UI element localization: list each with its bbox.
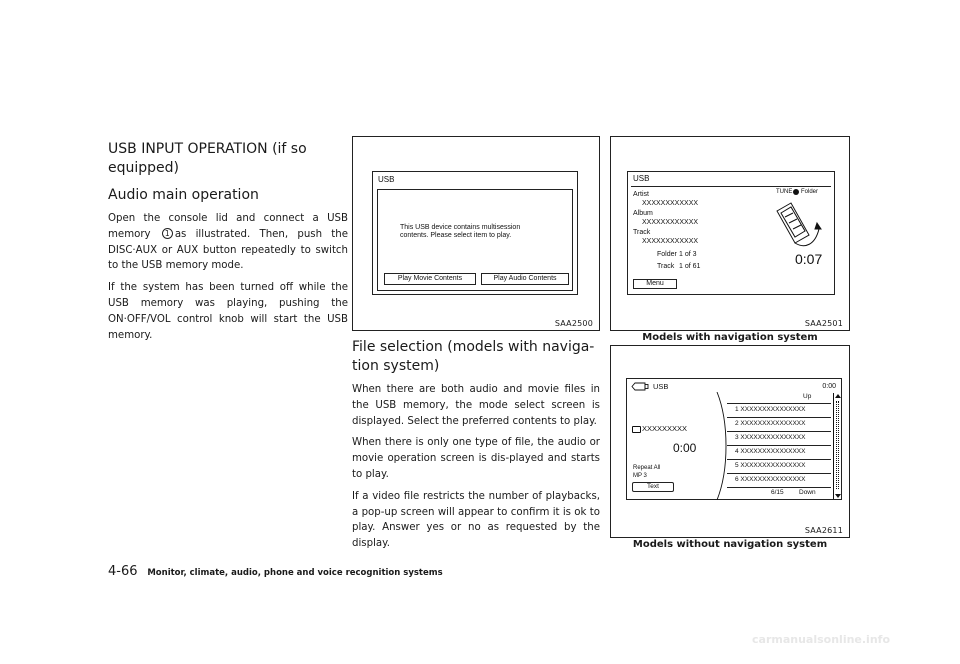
figure-code: SAA2501 bbox=[804, 319, 843, 328]
track-label: Track bbox=[633, 229, 651, 236]
figure-code: SAA2611 bbox=[804, 526, 843, 535]
list-item[interactable]: 5 XXXXXXXXXXXXXXX bbox=[735, 462, 806, 469]
callout-marker: 1 bbox=[162, 228, 173, 239]
page-indicator: 6/15 bbox=[771, 489, 784, 496]
screen-title: USB bbox=[378, 175, 395, 184]
down-button[interactable]: Down bbox=[799, 489, 816, 496]
middle-column bbox=[352, 338, 600, 552]
text-button[interactable]: Text bbox=[632, 482, 674, 492]
paragraph: When there are both audio and movie files in the USB memory, the mode select screen is displayed. Select the preferred contents to play. bbox=[352, 384, 600, 427]
paragraph: When there is only one type of file, the audio or movie operation screen is dis-played and starts to play. bbox=[352, 437, 600, 480]
elapsed-time: 0:07 bbox=[795, 251, 823, 267]
subsection-heading: Audio main operation bbox=[108, 187, 259, 203]
section-heading: USB INPUT OPERATION (if so equipped) bbox=[108, 141, 307, 176]
figure-audio-no-nav bbox=[610, 345, 850, 538]
play-movie-button[interactable]: Play Movie Contents bbox=[384, 273, 476, 285]
folder-row-value: 1 of 3 bbox=[679, 251, 697, 258]
list-item[interactable]: 2 XXXXXXXXXXXXXXX bbox=[735, 420, 806, 427]
figure-mode-select bbox=[352, 136, 600, 331]
figure-caption: Models with navigation system bbox=[642, 332, 818, 343]
paragraph: If a video file restricts the number of playbacks, a pop-up screen will appear to confirm it is ok to play. Answer yes or no as requested by the display. bbox=[352, 490, 600, 550]
screen-audio-no-nav bbox=[626, 378, 842, 500]
folder-row-label: Folder bbox=[657, 251, 677, 258]
left-panel bbox=[627, 392, 723, 500]
screen-title: USB bbox=[653, 382, 669, 391]
album-label: Album bbox=[633, 210, 653, 217]
dialog-panel bbox=[377, 189, 573, 291]
menu-button[interactable]: Menu bbox=[633, 279, 677, 289]
list-item[interactable]: 3 XXXXXXXXXXXXXXX bbox=[735, 434, 806, 441]
dialog-message: This USB device contains multisession contents. Please select item to play. bbox=[400, 224, 521, 239]
album-value: XXXXXXXXXXXX bbox=[642, 219, 699, 226]
usb-stick-icon bbox=[631, 382, 649, 391]
figure-audio-nav bbox=[610, 136, 850, 331]
watermark: carmanualsonline.info bbox=[752, 633, 890, 646]
track-row-value: 1 of 61 bbox=[679, 263, 701, 270]
figure-code: SAA2500 bbox=[554, 319, 593, 328]
scrollbar[interactable] bbox=[833, 393, 841, 499]
list-item[interactable]: 6 XXXXXXXXXXXXXXX bbox=[735, 476, 806, 483]
track-value: XXXXXXXXXXXX bbox=[642, 238, 699, 245]
folder-icon bbox=[632, 426, 641, 433]
page-footer bbox=[108, 564, 443, 579]
list-item[interactable]: 1 XXXXXXXXXXXXXXX bbox=[735, 406, 806, 413]
tune-knob-icon bbox=[793, 189, 799, 195]
artist-value: XXXXXXXXXXXX bbox=[642, 200, 699, 207]
folder-name: XXXXXXXXX bbox=[642, 424, 688, 433]
paragraph-text: Open the console lid and connect a USB memory bbox=[108, 213, 348, 240]
paragraph bbox=[108, 211, 348, 274]
play-audio-button[interactable]: Play Audio Contents bbox=[481, 273, 569, 285]
paragraph: If the system has been turned off while the USB memory was playing, pushing the ON·OFF/VOL control knob will start the USB memory. bbox=[108, 282, 348, 341]
figure-caption: Models without navigation system bbox=[632, 539, 828, 550]
page-number: 4-66 bbox=[108, 564, 138, 579]
left-column bbox=[108, 140, 348, 343]
track-list bbox=[727, 392, 831, 500]
file-format: MP 3 bbox=[633, 473, 647, 479]
elapsed-time: 0:00 bbox=[673, 441, 697, 455]
artist-label: Artist bbox=[633, 191, 649, 198]
repeat-mode: Repeat All bbox=[633, 465, 661, 471]
list-item[interactable]: 4 XXXXXXXXXXXXXXX bbox=[735, 448, 806, 455]
paragraph-text: as illustrated. Then, push the DISC·AUX or AUX button repeatedly to switch to the USB memory mode. bbox=[108, 228, 348, 272]
section-title: Monitor, climate, audio, phone and voice recognition systems bbox=[147, 568, 443, 578]
clock: 0:00 bbox=[822, 383, 836, 390]
track-row-label: Track bbox=[657, 263, 675, 270]
scroll-track[interactable] bbox=[836, 401, 839, 489]
folder-label: Folder bbox=[801, 189, 819, 195]
scroll-arrow-down-icon[interactable] bbox=[835, 494, 841, 498]
tune-label: TUNE bbox=[776, 189, 793, 195]
screen-title: USB bbox=[633, 174, 650, 183]
scroll-arrow-up-icon[interactable] bbox=[835, 394, 841, 398]
screen-mode-select bbox=[372, 171, 578, 295]
screen-audio-nav bbox=[627, 171, 835, 295]
info-panel bbox=[631, 186, 831, 292]
usb-plug-icon bbox=[771, 199, 827, 249]
section-heading: File selection (models with naviga-tion system) bbox=[352, 339, 595, 374]
up-button[interactable]: Up bbox=[803, 393, 812, 400]
